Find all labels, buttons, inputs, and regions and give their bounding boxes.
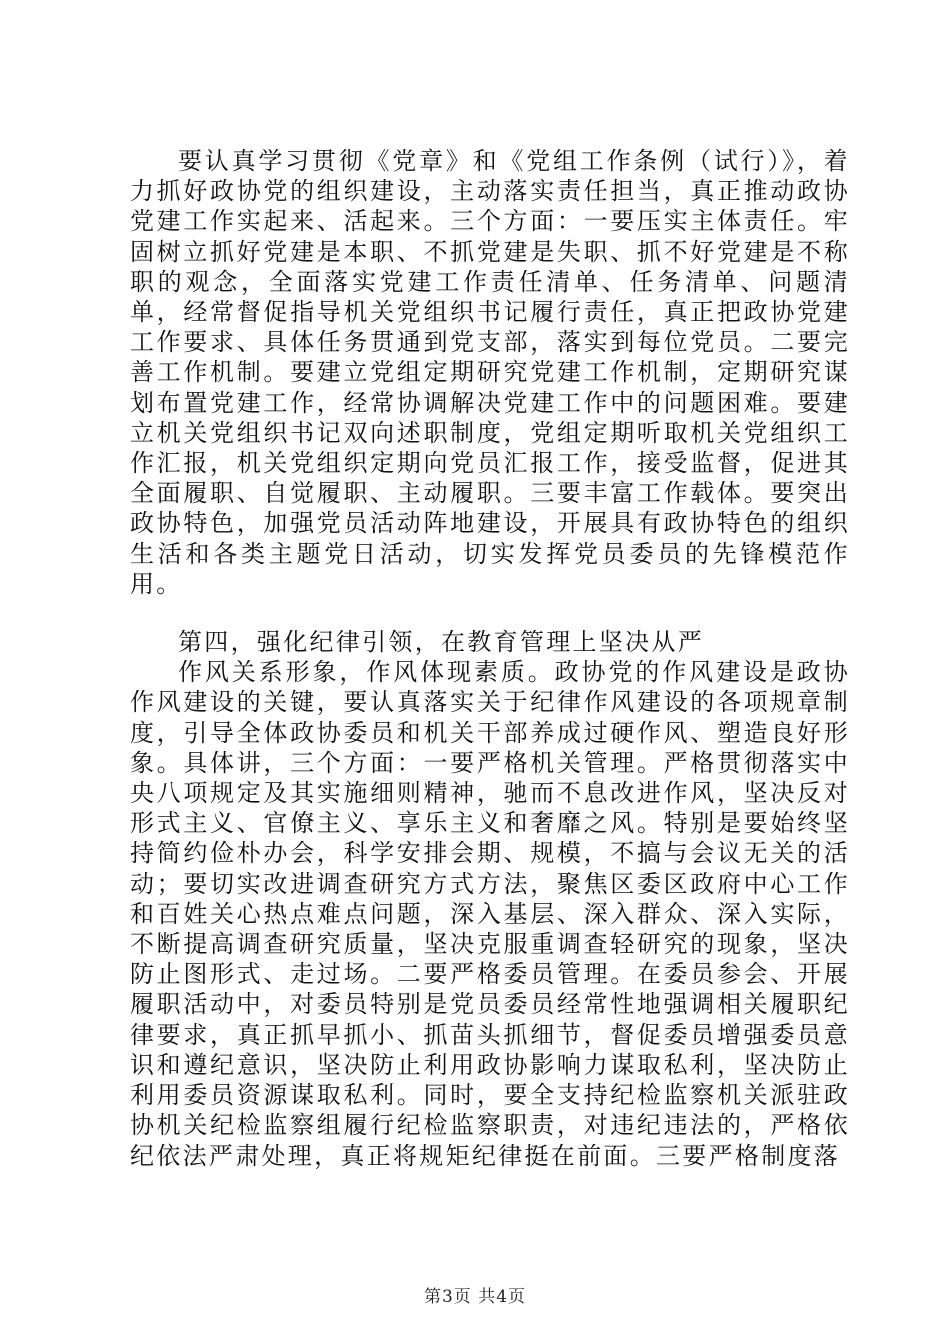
paragraph-work-style: 作风关系形象，作风体现素质。政协党的作风建设是政协作风建设的关键，要认真落实关于纪律作风建设的各项规章制度，引导全体政协委员和机关干部养成过硬作风、塑造良好形象。具体讲，三个方面：一要严格机关管理。严格贯彻落实中央八项规定及其实施细则精神，驰而不息改进作风，坚决反对形式主义、官僚主义、享乐主义和奢靡之风。特别是要始终坚持简约俭朴办会，科学安排会期、规模，不搞与会议无关的活动；要切实改进调查研究方式方法，聚焦区委区政府中心工作和百姓关心热点难点问题，深入基层、深入群众、深入实际，不断提高调查研究质量，坚决克服重调查轻研究的现象，坚决防止图形式、走过场。二要严格委员管理。在委员参会、开展履职活动中，对委员特别是党员委员经常性地强调相关履职纪律要求，真正抓早抓小、抓苗头抓细节，督促委员增强委员意识和遵纪意识，坚决防止利用政协影响力谋取私利，坚决防止利用委员资源谋取私利。同时，要全支持纪检监察机关派驻政协机关纪检监察组履行纪检监察职责，对违纪违法的，严格依纪依法严肃处理，真正将规矩纪律挺在前面。三要严格制度落 [130,658,850,1170]
paragraph-gap [130,599,850,627]
page-footer: 第3页 共4页 [423,1287,527,1307]
document-body [130,146,850,1171]
paragraph-party-building: 要认真学习贯彻《党章》和《党组工作条例（试行）》，着力抓好政协党的组织建设，主动落实责任担当，真正推动政协党建工作实起来、活起来。三个方面：一要压实主体责任。牢固树立抓好党建是本职、不抓党建是失职、抓不好党建是不称职的观念，全面落实党建工作责任清单、任务清单、问题清单，经常督促指导机关党组织书记履行责任，真正把政协党建工作要求、具体任务贯通到党支部，落实到每位党员。二要完善工作机制。要建立党组定期研究党建工作机制，定期研究谋划布置党建工作，经常协调解决党建工作中的问题困难。要建立机关党组织书记双向述职制度，党组定期听取机关党组织工作汇报，机关党组织定期向党员汇报工作，接受监督，促进其全面履职、自觉履职、主动履职。三要丰富工作载体。要突出政协特色，加强党员活动阵地建设，开展具有政协特色的组织生活和各类主题党日活动，切实发挥党员委员的先锋模范作用。 [130,147,850,598]
section-heading-fourth: 第四，强化纪律引领，在教育管理上坚决从严 [178,628,704,657]
